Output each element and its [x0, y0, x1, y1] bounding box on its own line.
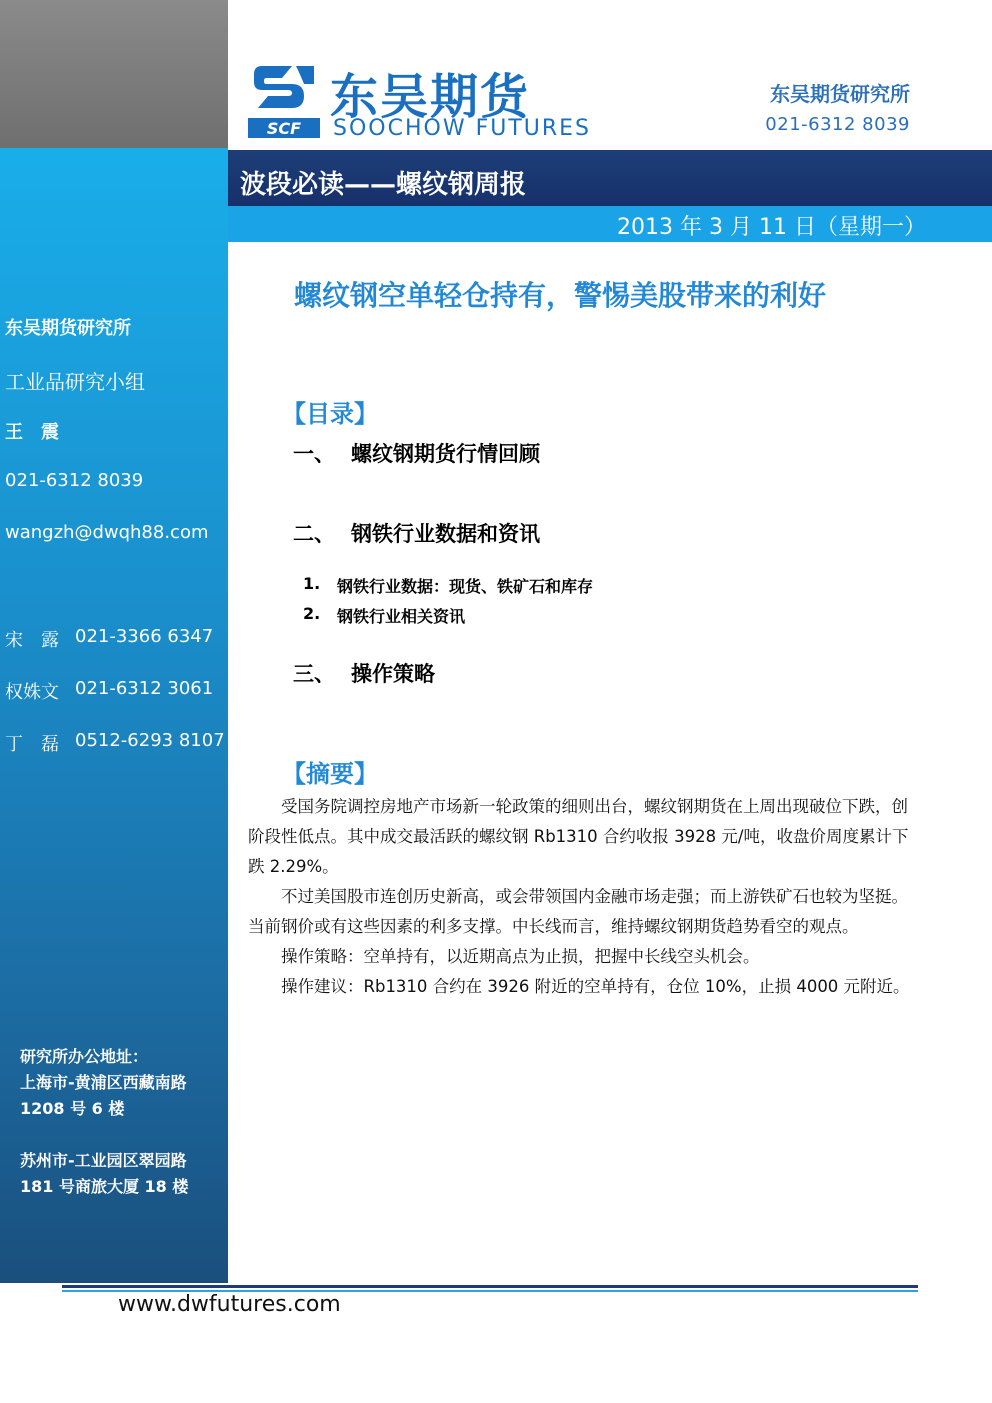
header-phone: 021-6312 8039: [765, 114, 910, 135]
summary-body: [248, 792, 914, 1002]
toc-subitem-label: 钢铁行业数据：现货、铁矿石和库存: [337, 577, 594, 596]
sidebar-contact-name: 丁 磊: [5, 734, 59, 755]
address-label: 研究所办公地址：: [20, 1047, 149, 1066]
toc-subitem[interactable]: [303, 604, 703, 626]
toc-subitem-number: 1.: [303, 574, 321, 593]
report-series-title: 波段必读——螺纹钢周报: [240, 170, 527, 200]
brand-name-cn: 东吴期货: [330, 69, 531, 125]
toc-item-label: 螺纹钢期货行情回顾: [351, 442, 540, 466]
page-title: 螺纹钢空单轻仓持有，警惕美股带来的利好: [294, 279, 827, 312]
footer-divider: [62, 1285, 918, 1288]
address-shanghai-line2: 1208 号 6 楼: [20, 1099, 125, 1118]
svg-text:SCF: SCF: [266, 119, 302, 138]
summary-paragraph: 操作策略：空单持有，以近期高点为止损，把握中长线空头机会。: [281, 947, 760, 966]
summary-heading: 【摘要】: [282, 760, 378, 788]
toc-subitem-label: 钢铁行业相关资讯: [337, 607, 466, 626]
toc-item-label: 钢铁行业数据和资讯: [351, 522, 540, 546]
soochow-logo-icon: [248, 64, 320, 138]
sidebar-contact-phone: 021-3366 6347: [75, 626, 214, 647]
toc-item-number: 二、: [293, 522, 335, 546]
sidebar-analyst-email[interactable]: wangzh@dwqh88.com: [5, 522, 209, 543]
address-suzhou-line1: 苏州市-工业园区翠园路: [20, 1151, 187, 1170]
summary-paragraph: 受国务院调控房地产市场新一轮政策的细则出台，螺纹钢期货在上周出现破位下跌，创阶段性低点。其中成交最活跃的螺纹钢 Rb1310 合约收报 3928 元/吨，收盘价周度累计下跌 2.29%。: [248, 797, 909, 876]
summary-paragraph: 不过美国股市连创历史新高，或会带领国内金融市场走强；而上游铁矿石也较为坚挺。当前钢价或有这些因素的利多支撑。中长线而言，维持螺纹钢期货趋势看空的观点。: [248, 887, 908, 936]
address-suzhou-line2: 181 号商旅大厦 18 楼: [20, 1177, 189, 1196]
toc-heading: 【目录】: [282, 400, 378, 428]
toc-subitem-number: 2.: [303, 604, 321, 623]
sidebar-analyst-name: 王 震: [5, 422, 59, 443]
header-grey-block: [0, 0, 228, 148]
header-org: 东吴期货研究所: [770, 82, 910, 106]
toc-item[interactable]: [293, 518, 693, 546]
toc-item-label: 操作策略: [351, 662, 435, 686]
sidebar-contact-phone: 021-6312 3061: [75, 678, 214, 699]
toc-item[interactable]: [293, 658, 693, 686]
sidebar-contact-name: 宋 露: [5, 630, 59, 651]
address-shanghai-line1: 上海市-黄浦区西藏南路: [20, 1073, 187, 1092]
brand-name-en: SOOCHOW FUTURES: [333, 116, 592, 141]
sidebar-org: 东吴期货研究所: [5, 318, 131, 339]
sidebar-analyst-phone: 021-6312 8039: [5, 470, 144, 491]
toc-item[interactable]: [293, 438, 693, 466]
toc-item-number: 三、: [293, 662, 335, 686]
summary-paragraph: 操作建议：Rb1310 合约在 3926 附近的空单持有，仓位 10%，止损 4000 元附近。: [281, 977, 910, 996]
sidebar-contact-name: 权姝文: [5, 682, 59, 703]
toc-subitem[interactable]: [303, 574, 703, 596]
sidebar-group: 工业品研究小组: [5, 370, 145, 394]
sidebar-contact-phone: 0512-6293 8107: [75, 730, 225, 751]
toc-item-number: 一、: [293, 442, 335, 466]
footer-website-link[interactable]: www.dwfutures.com: [118, 1292, 341, 1317]
report-date: 2013 年 3 月 11 日（星期一）: [617, 215, 926, 240]
